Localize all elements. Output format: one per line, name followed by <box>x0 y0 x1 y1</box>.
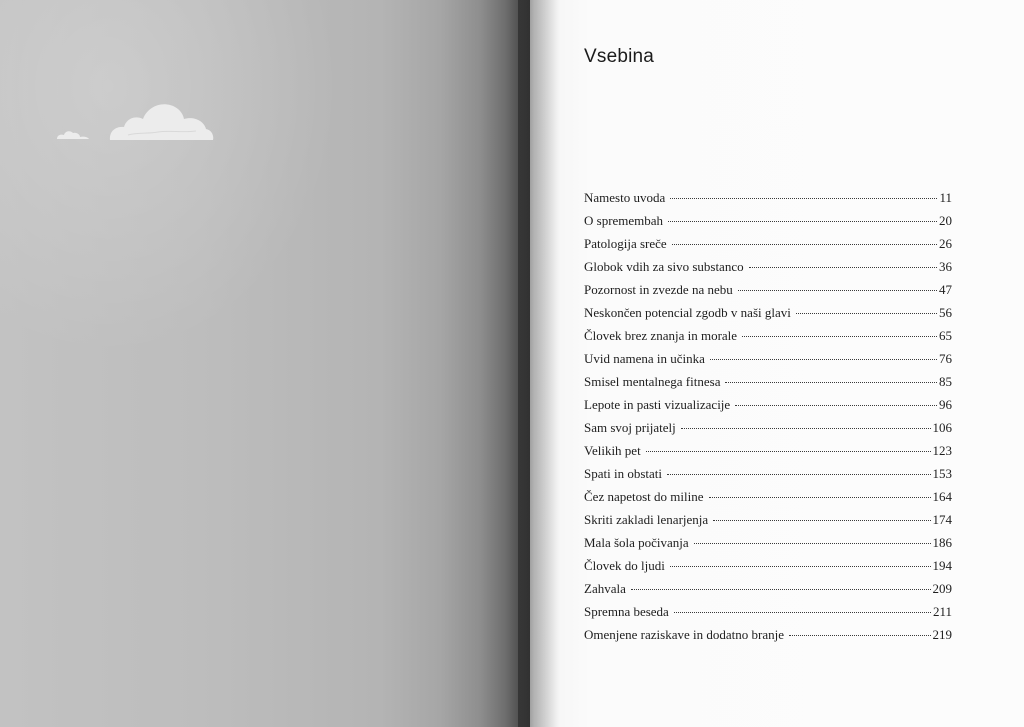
toc-dot-leader <box>735 404 937 406</box>
toc-entry-label: Zahvala <box>584 581 626 596</box>
toc-dot-leader <box>672 243 937 245</box>
toc-entry <box>584 278 952 301</box>
toc-dot-leader <box>631 588 931 590</box>
toc-entry <box>584 508 952 531</box>
book-gutter-shadow <box>518 0 558 727</box>
toc-dot-leader <box>725 381 937 383</box>
toc-dot-leader <box>738 289 937 291</box>
toc-entry <box>584 370 952 393</box>
toc-dot-leader <box>646 450 931 452</box>
toc-entry-label: O spremembah <box>584 213 664 228</box>
toc-entry-page-number: 123 <box>932 443 952 458</box>
toc-dot-leader <box>742 335 937 337</box>
toc-entry <box>584 623 952 646</box>
toc-entry-page-number: 65 <box>939 328 952 343</box>
toc-entry-page-number: 76 <box>939 351 952 366</box>
toc-entry-label: Sam svoj prijatelj <box>584 420 676 435</box>
toc-entry-label: Človek brez znanja in morale <box>584 328 738 343</box>
toc-dot-leader <box>749 266 937 268</box>
toc-entry-label: Namesto uvoda <box>584 190 666 205</box>
toc-dot-leader <box>667 473 931 475</box>
toc-list <box>584 186 952 646</box>
toc-dot-leader <box>710 358 937 360</box>
small-cloud-icon <box>56 126 90 140</box>
toc-entry-label: Mala šola počivanja <box>584 535 689 550</box>
toc-entry <box>584 485 952 508</box>
toc-entry-page-number: 174 <box>932 512 952 527</box>
toc-entry-page-number: 20 <box>939 213 952 228</box>
toc-entry-page-number: 47 <box>939 282 952 297</box>
toc-entry-label: Smisel mentalnega fitnesa <box>584 374 721 389</box>
toc-entry <box>584 439 952 462</box>
toc-entry-label: Omenjene raziskave in dodatno branje <box>584 627 784 642</box>
toc-entry-page-number: 26 <box>939 236 952 251</box>
toc-entry <box>584 186 952 209</box>
toc-entry-page-number: 186 <box>932 535 952 550</box>
toc-dot-leader <box>670 565 931 567</box>
toc-dot-leader <box>713 519 930 521</box>
toc-entry <box>584 531 952 554</box>
toc-entry-label: Pozornost in zvezde na nebu <box>584 282 733 297</box>
toc-entry-label: Človek do ljudi <box>584 558 665 573</box>
toc-entry-label: Velikih pet <box>584 443 641 458</box>
toc-entry <box>584 232 952 255</box>
toc-entry-page-number: 11 <box>939 190 952 205</box>
toc-entry <box>584 600 952 623</box>
toc-entry <box>584 416 952 439</box>
toc-entry-label: Uvid namena in učinka <box>584 351 705 366</box>
large-cloud-icon <box>108 99 214 141</box>
toc-entry <box>584 209 952 232</box>
toc-entry-page-number: 194 <box>932 558 952 573</box>
toc-entry-label: Skriti zakladi lenarjenja <box>584 512 709 527</box>
toc-entry <box>584 301 952 324</box>
toc-dot-leader <box>796 312 937 314</box>
toc-entry-page-number: 36 <box>939 259 952 274</box>
toc-dot-leader <box>709 496 931 498</box>
toc-entry-label: Globok vdih za sivo substanco <box>584 259 744 274</box>
toc-entry <box>584 347 952 370</box>
toc-entry-page-number: 85 <box>939 374 952 389</box>
toc-entry-page-number: 211 <box>932 604 952 619</box>
toc-dot-leader <box>789 634 931 636</box>
toc-entry-page-number: 219 <box>932 627 952 642</box>
toc-dot-leader <box>694 542 931 544</box>
toc-title: Vsebina <box>584 46 655 67</box>
toc-dot-leader <box>668 220 937 222</box>
toc-entry-label: Neskončen potencial zgodb v naši glavi <box>584 305 791 320</box>
toc-entry <box>584 393 952 416</box>
toc-entry <box>584 255 952 278</box>
toc-entry-page-number: 56 <box>939 305 952 320</box>
page-sheen <box>0 0 360 380</box>
toc-entry <box>584 577 952 600</box>
toc-entry-label: Spati in obstati <box>584 466 662 481</box>
toc-entry-label: Patologija sreče <box>584 236 667 251</box>
toc-entry <box>584 554 952 577</box>
toc-entry <box>584 462 952 485</box>
toc-entry-page-number: 96 <box>939 397 952 412</box>
toc-entry-page-number: 164 <box>932 489 952 504</box>
toc-dot-leader <box>681 427 931 429</box>
toc-dot-leader <box>670 197 937 199</box>
toc-entry-label: Čez napetost do miline <box>584 489 704 504</box>
toc-entry-page-number: 209 <box>932 581 952 596</box>
toc-entry-page-number: 106 <box>932 420 952 435</box>
toc-dot-leader <box>674 611 931 613</box>
toc-entry-label: Lepote in pasti vizualizacije <box>584 397 731 412</box>
toc-entry-page-number: 153 <box>932 466 952 481</box>
toc-entry-label: Spremna beseda <box>584 604 669 619</box>
toc-entry <box>584 324 952 347</box>
